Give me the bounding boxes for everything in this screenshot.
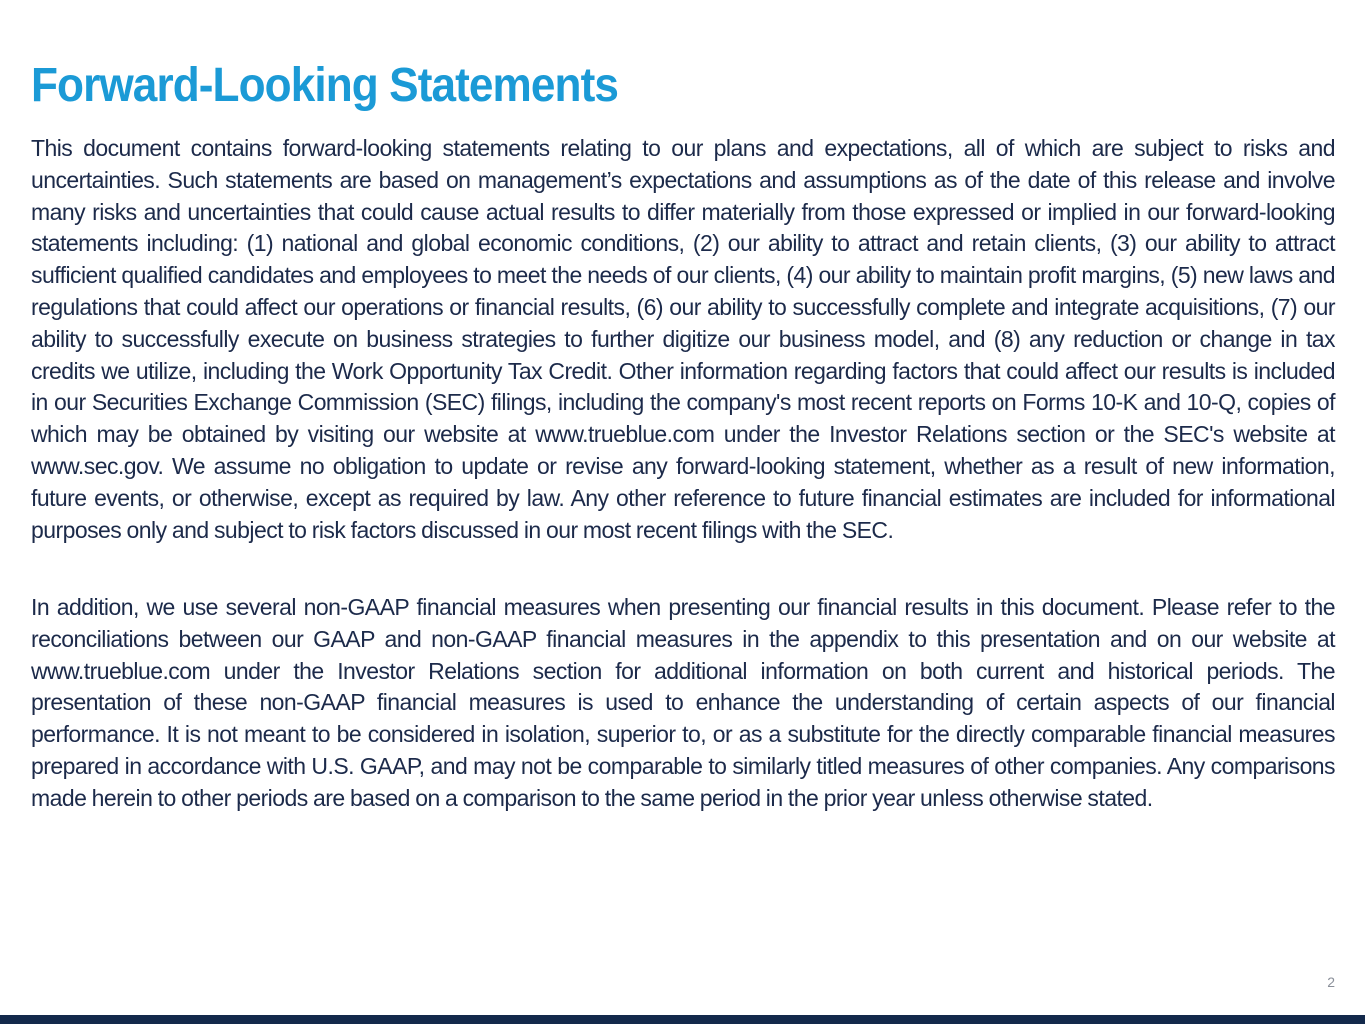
slide-title: Forward-Looking Statements xyxy=(31,59,619,112)
page-number: 2 xyxy=(1327,974,1335,990)
non-gaap-paragraph: In addition, we use several non-GAAP financial measures when presenting our financial results in this document. Please refer to the reconciliations between our GAAP and non-GAAP financial measures in the appendix to this presentation and on our website at www.trueblue.com under the Investor Relations section for additional information on both current and historical periods. The presentation of these non-GAAP financial measures is used to enhance the understanding of certain aspects of our financial performance. It is not meant to be considered in isolation, superior to, or as a substitute for the directly comparable financial measures prepared in accordance with U.S. GAAP, and may not be comparable to similarly titled measures of other companies. Any comparisons made herein to other periods are based on a comparison to the same period in the prior year unless otherwise stated. xyxy=(31,594,1335,811)
forward-looking-paragraph: This document contains forward-looking statements relating to our plans and expectations, all of which are subject to risks and uncertainties. Such statements are based on management’s expectations and assumptions as of the date of this release and involve many risks and uncertainties that could cause actual results to differ materially from those expressed or implied in our forward-looking statements including: (1) national and global economic conditions, (2) our ability to attract and retain clients, (3) our ability to attract sufficient qualified candidates and employees to meet the needs of our clients, (4) our ability to maintain profit margins, (5) new laws and regulations that could affect our operations or financial results, (6) our ability to successfully complete and integrate acquisitions, (7) our ability to successfully execute on business strategies to further digitize our business model, and (8) any reduction or change in tax credits we utilize, including the Work Opportunity Tax Credit. Other information regarding factors that could affect our results is included in our Securities Exchange Commission (SEC) filings, including the company's most recent reports on Forms 10-K and 10-Q, copies of which may be obtained by visiting our website at www.trueblue.com under the Investor Relations section or the SEC's website at www.sec.gov. We assume no obligation to update or revise any forward-looking statement, whether as a result of new information, future events, or otherwise, except as required by law. Any other reference to future financial estimates are included for informational purposes only and subject to risk factors discussed in our most recent filings with the SEC. xyxy=(31,135,1335,543)
footer-bar xyxy=(0,1015,1365,1024)
